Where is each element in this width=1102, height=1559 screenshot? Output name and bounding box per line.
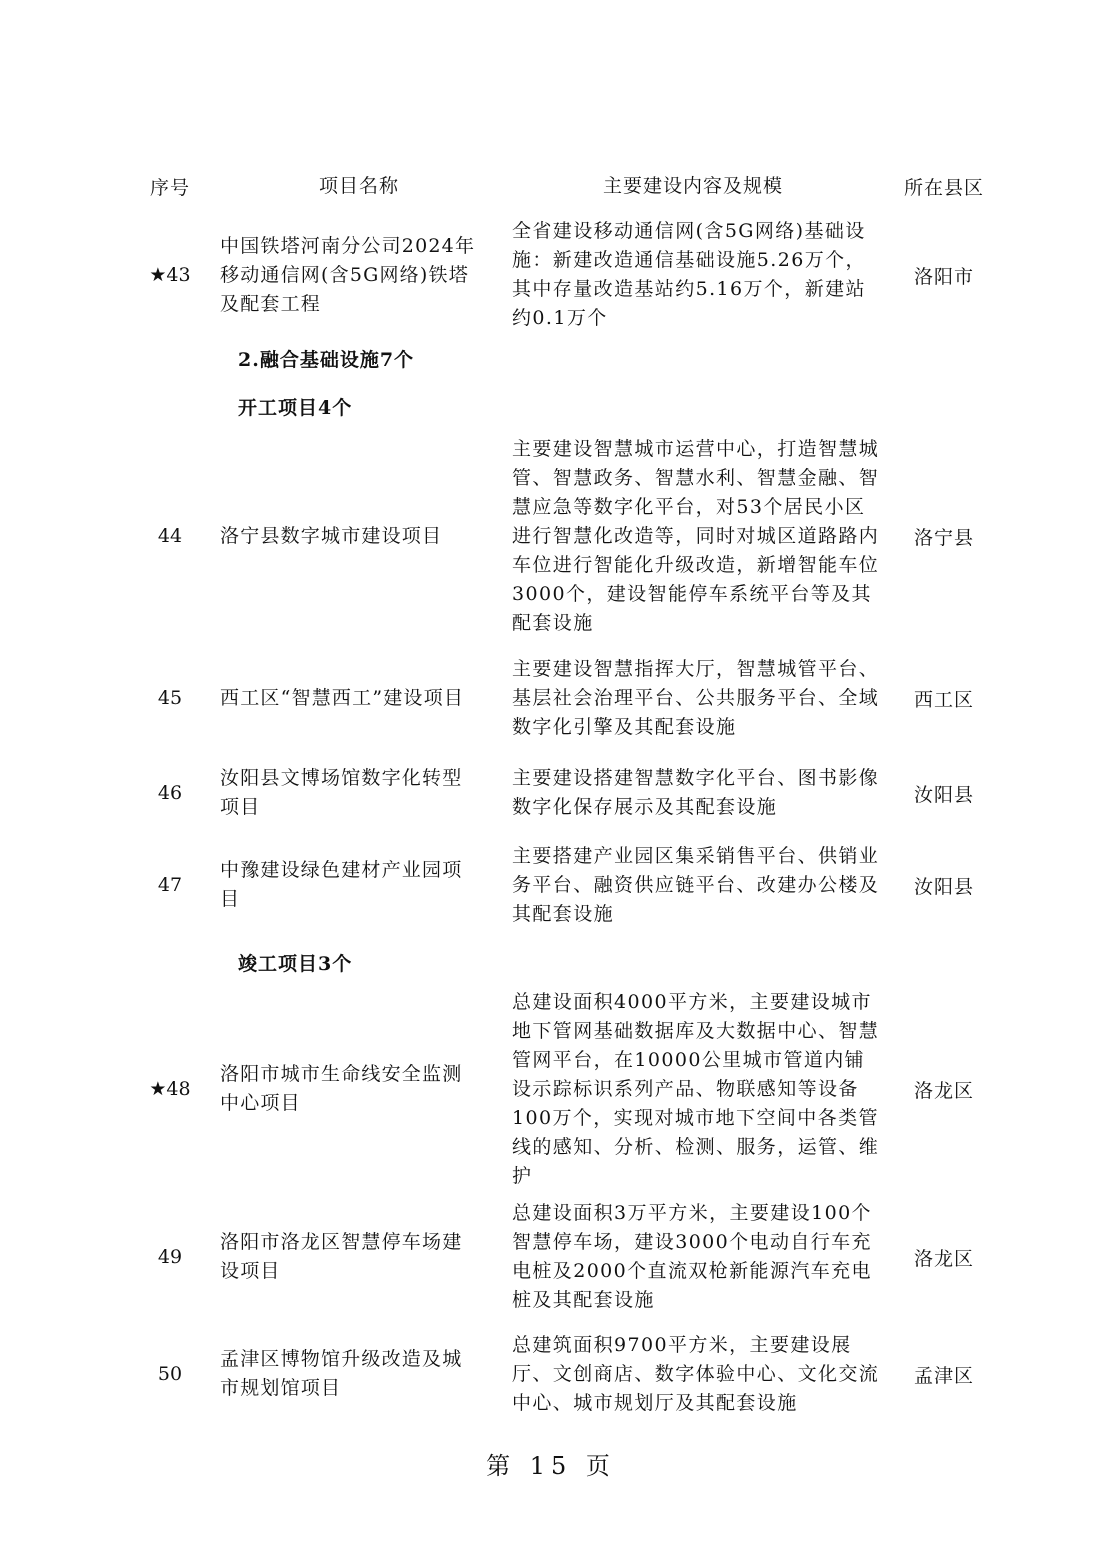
- header-content: 主要建设内容及规模: [602, 174, 783, 197]
- row-name: 洛阳市洛龙区智慧停车场建设项目: [220, 1231, 463, 1282]
- section-heading: 2.融合基础设施7个: [238, 348, 415, 371]
- row-content: 总建设面积4000平方米，主要建设城市地下管网基础数据库及大数据中心、智慧管网平台，在10000公里城市管道内铺设示踪标识系列产品、物联感知等设备100万个，实现对城市地下空间中各类管线的感知、分析、检测、服务，运管、维护: [512, 990, 880, 1187]
- project-table: [120, 168, 1000, 1426]
- row-location: 汝阳县: [913, 783, 974, 806]
- row-num: ★43: [149, 264, 191, 286]
- table-row: [120, 1192, 1000, 1322]
- row-location: 洛龙区: [913, 1247, 974, 1270]
- row-content: 主要建设搭建智慧数字化平台、图书影像数字化保存展示及其配套设施: [512, 767, 880, 818]
- header-num: 序号: [149, 176, 190, 199]
- row-location: 汝阳县: [913, 875, 974, 898]
- row-content: 总建设面积3万平方米，主要建设100个智慧停车场，建设3000个电动自行车充电桩及2000个直流双枪新能源汽车充电桩及其配套设施: [512, 1202, 872, 1311]
- row-content: 主要建设智慧城市运营中心，打造智慧城管、智慧政务、智慧水利、智慧金融、智慧应急等数字化平台，对53个居民小区进行智慧化改造等，同时对城区道路路内车位进行智能化升级改造，新增智能车位3000个，建设智能停车系统平台等及其配套设施: [512, 437, 880, 634]
- table-row: [120, 216, 1000, 334]
- row-num: 45: [157, 687, 183, 709]
- row-name: 孟津区博物馆升级改造及城市规划馆项目: [220, 1348, 463, 1399]
- table-header: [120, 168, 1000, 204]
- row-content: 主要建设智慧指挥大厅，智慧城管平台、基层社会治理平台、公共服务平台、全域数字化引擎及其配套设施: [512, 657, 880, 738]
- page-number: 第 15 页: [486, 1452, 616, 1480]
- section-heading: 开工项目4个: [238, 396, 353, 419]
- row-num: 47: [157, 874, 183, 896]
- row-num: 46: [157, 782, 183, 804]
- row-name: 中豫建设绿色建材产业园项目: [220, 859, 463, 910]
- table-row: [120, 642, 1000, 754]
- row-name: 中国铁塔河南分公司2024年移动通信网(含5G网络)铁塔及配套工程: [220, 234, 476, 315]
- table-row: [120, 430, 1000, 642]
- section-heading: 竣工项目3个: [238, 952, 353, 975]
- table-row: [120, 832, 1000, 938]
- row-location: 洛龙区: [913, 1079, 974, 1102]
- row-content: 总建筑面积9700平方米，主要建设展厅、文创商店、数字体验中心、文化交流中心、城市规划厅及其配套设施: [512, 1333, 880, 1414]
- row-location: 西工区: [913, 688, 974, 711]
- row-location: 洛宁县: [913, 526, 974, 549]
- table-row: [120, 754, 1000, 832]
- row-location: 孟津区: [913, 1364, 974, 1387]
- row-num: 49: [157, 1246, 183, 1268]
- table-row: [120, 986, 1000, 1192]
- row-name: 洛阳市城市生命线安全监测中心项目: [220, 1063, 463, 1114]
- header-location: 所在县区: [903, 176, 984, 199]
- row-name: 洛宁县数字城市建设项目: [220, 524, 443, 547]
- table-row: [120, 1322, 1000, 1426]
- row-num: 50: [157, 1363, 183, 1385]
- row-content: 主要搭建产业园区集采销售平台、供销业务平台、融资供应链平台、改建办公楼及其配套设施: [512, 844, 880, 925]
- row-name: 汝阳县文博场馆数字化转型项目: [220, 767, 463, 818]
- row-content: 全省建设移动通信网(含5G网络)基础设施：新建改造通信基础设施5.26万个，其中存量改造基站约5.16万个，新建站约0.1万个: [512, 220, 866, 329]
- header-name: 项目名称: [318, 174, 399, 197]
- row-location: 洛阳市: [913, 265, 974, 288]
- row-name: 西工区“智慧西工”建设项目: [220, 686, 465, 709]
- row-num: ★48: [149, 1078, 191, 1100]
- row-num: 44: [157, 525, 183, 547]
